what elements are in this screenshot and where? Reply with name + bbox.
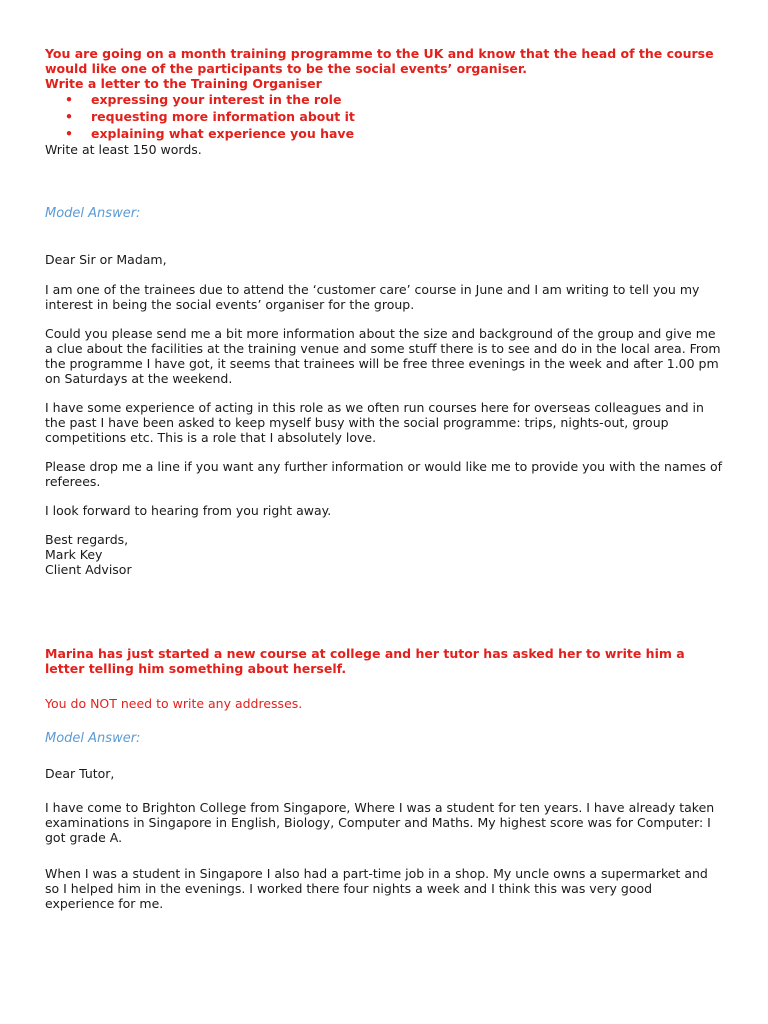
task-2-note: You do NOT need to write any addresses. [45, 696, 303, 711]
letter-2-paragraph-1: I have come to Brighton College from Singapore, Where I was a student for ten years. I have already taken examinations in Singapore in English, Biology, Computer and Maths. My highest score was for Computer: I got grade A. [45, 800, 715, 845]
letter-1-signature [45, 532, 725, 577]
task-2-intro: Marina has just started a new course at college and her tutor has asked her to write him a letter telling him something about herself. [45, 646, 685, 676]
letter-2-salutation: Dear Tutor, [45, 766, 115, 781]
letter-1-paragraph-1: I am one of the trainees due to attend the ‘customer care’ course in June and I am writing to tell you my interest in being the social events’ organiser for the group. [45, 282, 700, 312]
task-1-intro: You are going on a month training programme to the UK and know that the head of the course would like one of the participants to be the social events’ organiser. [45, 46, 714, 76]
letter-2-paragraph-2: When I was a student in Singapore I also had a part-time job in a shop. My uncle owns a supermarket and so I helped him in the evenings. I worked there four nights a week and I think this was very good experience for me. [45, 866, 708, 911]
letter-1-salutation: Dear Sir or Madam, [45, 252, 167, 267]
letter-1-name: Mark Key [45, 547, 103, 562]
letter-1-title: Client Advisor [45, 562, 132, 577]
letter-1-closing: Best regards, [45, 532, 129, 547]
list-item: • expressing your interest in the role [65, 92, 342, 107]
letter-1-paragraph-3: I have some experience of acting in this role as we often run courses here for overseas colleagues and in the past I have been asked to keep myself busy with the social programme: trips, nights-out, group competitions etc. This is a role that I absolutely love. [45, 400, 704, 445]
letter-1-paragraph-2: Could you please send me a bit more information about the size and background of the group and give me a clue about the facilities at the training venue and some stuff there is to see and do in the local area. From the programme I have got, it seems that trainees will be free three evenings in the week and after 1.00 pm on Saturdays at the weekend. [45, 326, 721, 386]
model-answer-label-2: Model Answer: [45, 731, 141, 746]
list-item: • requesting more information about it [65, 109, 355, 124]
word-count: Write at least 150 words. [45, 142, 202, 157]
task-1-instruction: Write a letter to the Training Organiser [45, 76, 322, 91]
bullet-icon: • [65, 92, 73, 107]
model-answer-label-1: Model Answer: [45, 206, 141, 221]
list-item: • explaining what experience you have [65, 126, 355, 141]
letter-1-paragraph-4: Please drop me a line if you want any further information or would like me to provide you with the names of referees. [45, 459, 723, 489]
bullet-icon: • [65, 109, 73, 124]
task-1 [45, 46, 725, 157]
letter-1-paragraph-5: I look forward to hearing from you right away. [45, 503, 332, 518]
task-1-bullets [45, 91, 725, 142]
bullet-icon: • [65, 126, 73, 141]
